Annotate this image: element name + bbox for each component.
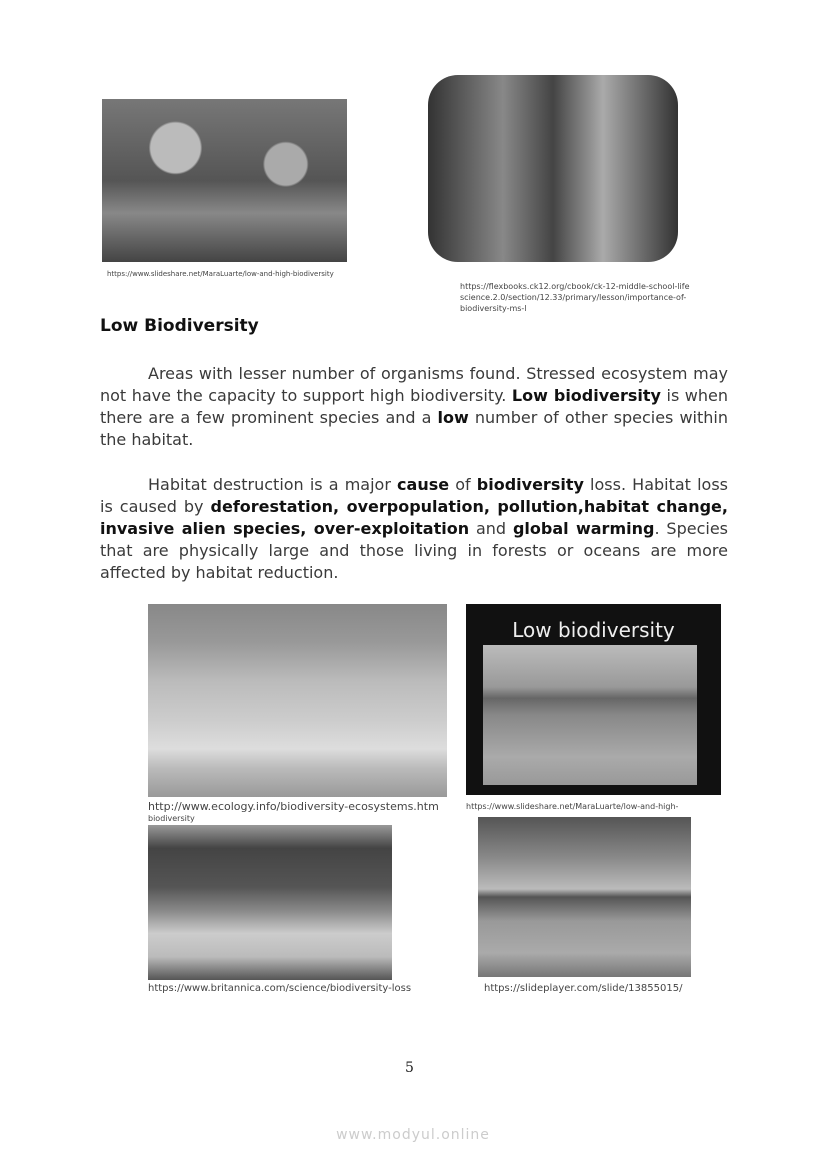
watermark: www.modyul.online [336,1127,490,1143]
image-caption: http://www.ecology.info/biodiversity-ecosystems.htm [148,800,439,813]
image-caption: https://www.slideshare.net/MaraLuarte/low-and-high-biodiversity [107,270,334,278]
image-caption: https://flexbooks.ck12.org/cbook/ck-12-middle-school-life science.2.0/section/12.33/primary/lesson/importance-of-biodiversity-ms-l [460,282,690,313]
image-caption: https://www.britannica.com/science/biodiversity-loss [148,983,412,994]
coral-reef-image [102,99,347,262]
paragraph: Areas with lesser number of organisms found. Stressed ecosystem may not have the capacity to support high biodiversity. Low biodiversity is when there are a few prominent species and a low number of other species within the habitat. [100,364,729,449]
low-biodiversity-slide [466,604,721,795]
deforested-river-image [148,825,392,980]
image-caption: biodiversity [148,814,195,823]
paragraph: Habitat destruction is a major cause of biodiversity loss. Habitat loss is caused by deforestation, overpopulation, pollution,habitat change, invasive alien species, over-exploitation and global warming. Species that are physically large and those living in forests or oceans are more affected by habitat reduction. [100,475,729,582]
savanna-image [148,604,447,797]
page-number: 5 [405,1060,414,1076]
slide-title: Low biodiversity [512,618,675,642]
section-heading: Low Biodiversity [100,316,259,336]
rainforest-image [428,75,678,262]
image-caption: https://slideplayer.com/slide/13855015/ [484,983,683,994]
desert-image [478,817,691,977]
image-caption: https://www.slideshare.net/MaraLuarte/low-and-high- [466,802,679,811]
orchard-image [483,645,697,785]
